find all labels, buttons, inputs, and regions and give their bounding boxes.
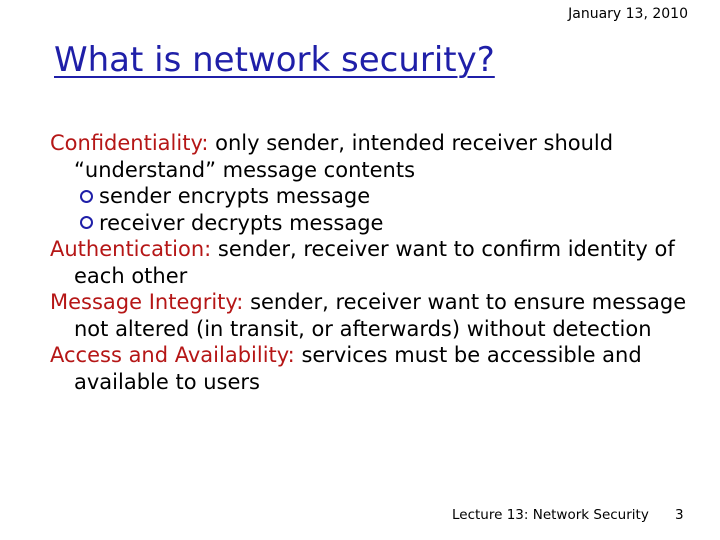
point-authentication — [50, 236, 690, 289]
subpoint-text: receiver decrypts message — [99, 210, 384, 235]
slide-content — [50, 130, 690, 395]
point-access-availability — [50, 342, 690, 395]
hollow-circle-bullet-icon — [80, 216, 93, 229]
point-text: sender, receiver want to ensure message not altered (in transit, or afterwards) without detection — [74, 290, 687, 341]
hollow-circle-bullet-icon — [80, 190, 93, 203]
point-text: only sender, intended receiver should “understand” message contents — [74, 131, 614, 182]
point-message-integrity — [50, 289, 690, 342]
page-number: 3 — [675, 507, 684, 523]
point-term: Confidentiality: — [50, 131, 209, 155]
point-text: services must be accessible and available to users — [74, 343, 642, 394]
point-confidentiality — [50, 130, 690, 183]
slide-footer: Lecture 13: Network Security — [452, 507, 649, 523]
subpoint-encrypt — [50, 183, 690, 210]
subpoint-decrypt — [50, 210, 690, 237]
point-term: Message Integrity: — [50, 290, 244, 314]
slide-date: January 13, 2010 — [568, 6, 688, 22]
point-term: Access and Availability: — [50, 343, 295, 367]
subpoint-text: sender encrypts message — [99, 184, 371, 208]
point-term: Authentication: — [50, 237, 212, 261]
slide-title: What is network security? — [54, 40, 495, 80]
point-text: sender, receiver want to confirm identity of each other — [74, 237, 675, 288]
